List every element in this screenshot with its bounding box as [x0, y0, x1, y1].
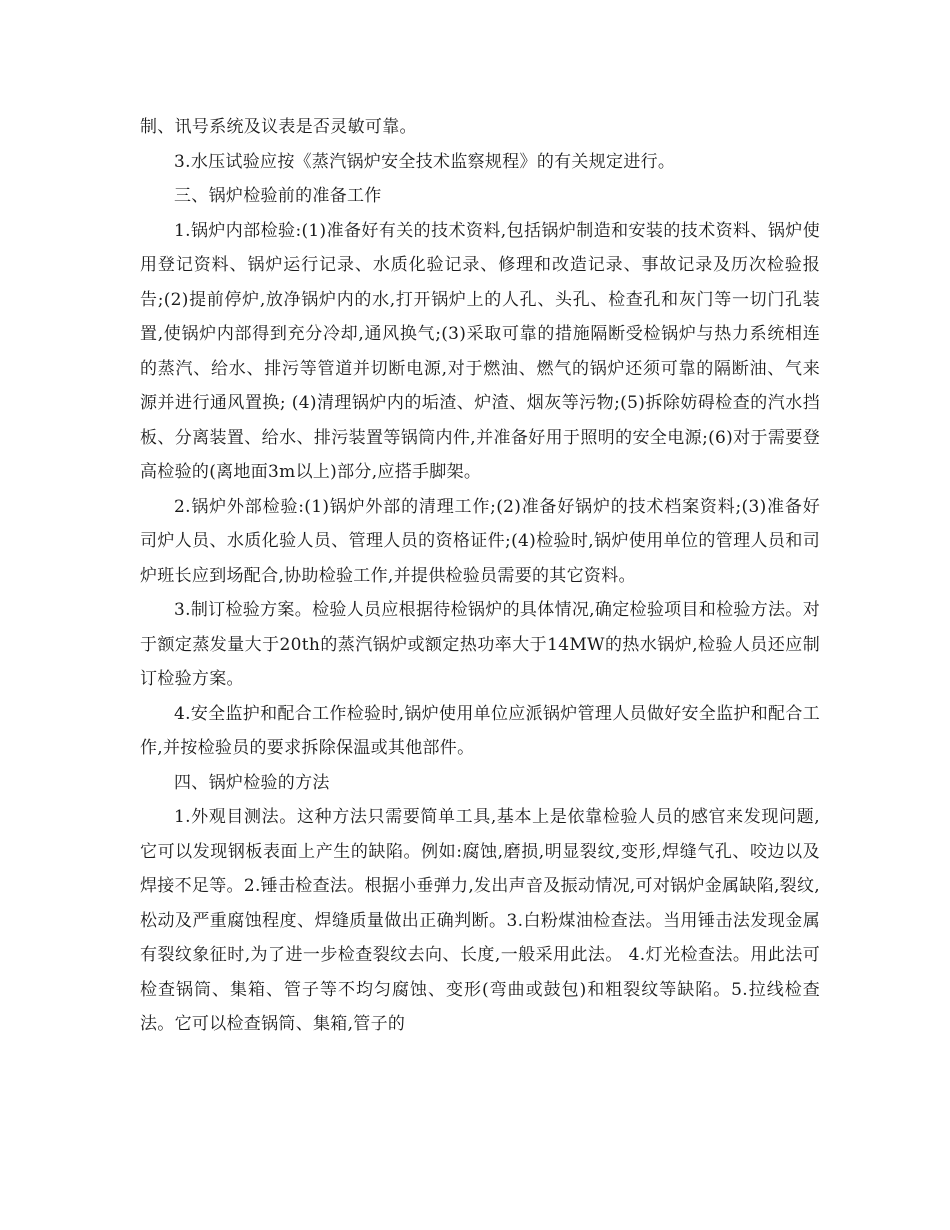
section-heading-4: 四、锅炉检验的方法	[174, 772, 330, 793]
section-heading-3: 三、锅炉检验前的准备工作	[174, 186, 382, 206]
document-body	[140, 110, 820, 1042]
paragraph-1: 制、讯号系统及议表是否灵敏可靠。	[140, 117, 417, 137]
paragraph-4: 1.锅炉内部检验:(1)准备好有关的技术资料,包括锅炉制造和安装的技术资料、锅炉使用登记资料、锅炉运行记录、水质化验记录、修理和改造记录、事故记录及历次检验报告;(2)提前停炉,放净锅炉内的水,打开锅炉上的人孔、头孔、检查孔和灰门等一切门孔装置,使锅炉内部得到充分冷却,通风换气;(3)采取可靠的措施隔断受检锅炉与热力系统相连的蒸汽、给水、排污等管道并切断电源,对于燃油、燃气的锅炉还须可靠的隔断油、气来源并进行通风置换; (4)清理锅炉内的垢渣、炉渣、烟灰等污物;(5)拆除妨碍检查的汽水挡板、分离装置、给水、排污装置等锅筒内件,并准备好用于照明的安全电源;(6)对于需要登高检验的(离地面3m以上)部分,应搭手脚架。	[140, 220, 820, 482]
paragraph-2: 3.水压试验应按《蒸汽锅炉安全技术监察规程》的有关规定进行。	[174, 151, 676, 172]
paragraph-5: 2.锅炉外部检验:(1)锅炉外部的清理工作;(2)准备好锅炉的技术档案资料;(3)准备好司炉人员、水质化验人员、管理人员的资格证件;(4)检验时,锅炉使用单位的管理人员和司炉班长应到场配合,协助检验工作,并提供检验员需要的其它资料。	[140, 496, 820, 586]
paragraph-7: 4.安全监护和配合工作检验时,锅炉使用单位应派锅炉管理人员做好安全监护和配合工作,并按检验员的要求拆除保温或其他部件。	[140, 703, 820, 758]
paragraph-6: 3.制订检验方案。检验人员应根据待检锅炉的具体情况,确定检验项目和检验方法。对于额定蒸发量大于20th的蒸汽锅炉或额定热功率大于14MW的热水锅炉,检验人员还应制订检验方案。	[140, 600, 820, 689]
paragraph-9: 1.外观目测法。这种方法只需要简单工具,基本上是依靠检验人员的感官来发现问题,它可以发现钢板表面上产生的缺陷。例如:腐蚀,磨损,明显裂纹,变形,焊缝气孔、咬边以及焊接不足等。2.锤击检查法。根据小垂弹力,发出声音及振动情况,可对锅炉金属缺陷,裂纹,松动及严重腐蚀程度、焊缝质量做出正确判断。3.白粉煤油检查法。当用锤击法发现金属有裂纹象征时,为了进一步检查裂纹去向、长度,一般采用此法。 4.灯光检查法。用此法可检查锅筒、集箱、管子等不均匀腐蚀、变形(弯曲或鼓包)和粗裂纹等缺陷。5.拉线检查法。它可以检查锅筒、集箱,管子的	[140, 807, 820, 1034]
